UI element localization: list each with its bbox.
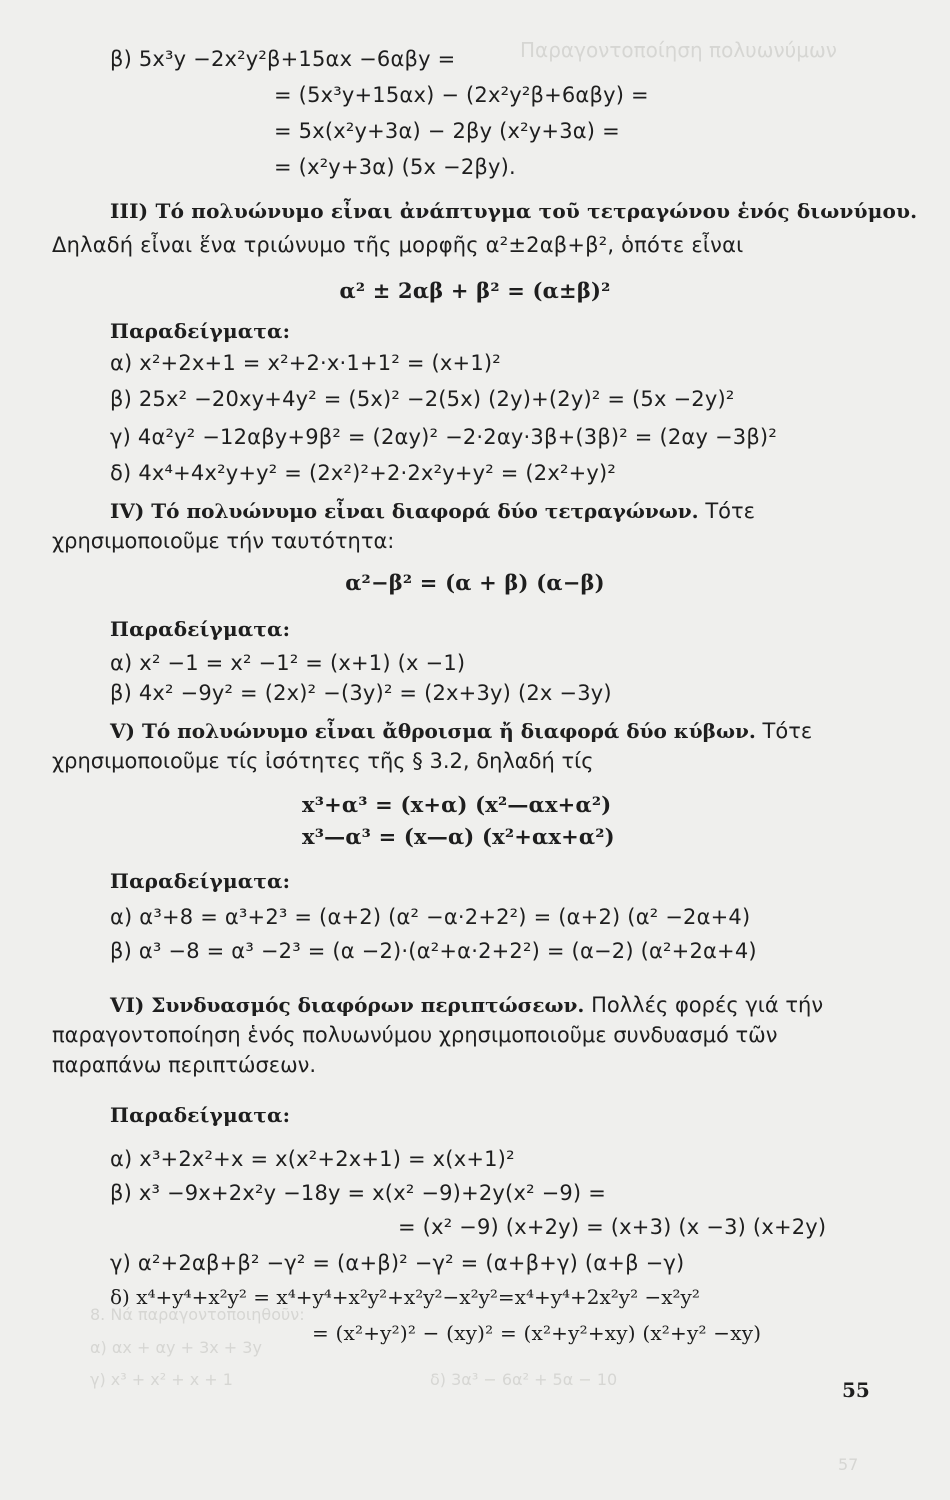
section-vi-paragraph [52, 990, 878, 1080]
page-number: 55 [842, 1378, 870, 1402]
bleed-through-item-a: α) αx + αy + 3x + 3y [90, 1338, 262, 1357]
section-heading-v: V) Τό πολυώνυμο εἶναι ἄθροισμα ἤ διαφορά δύο κύβων. [110, 719, 756, 743]
section-v-paragraph [52, 716, 878, 776]
example-line: α) α³+8 = α³+2³ = (α+2) (α² −α·2+2²) = (α+2) (α² −2α+4) [110, 905, 751, 929]
example-line: γ) 4α²y² −12αβy+9β² = (2αy)² −2·2αy·3β+(3β)² = (2αy −3β)² [110, 425, 777, 449]
section-iv-paragraph [52, 496, 878, 556]
section-heading-iv: IV) Τό πολυώνυμο εἶναι διαφορά δύο τετραγώνων. [110, 499, 699, 523]
equation-line: β) 5x³y −2x²y²β+15αx −6αβy = [110, 47, 456, 71]
bleed-through-exercise: 8. Νά παραγοντοποιηθοῦν: [90, 1305, 305, 1324]
section-text: Τότε χρησιμοποιοῦμε τήν ταυτότητα: [52, 499, 755, 553]
section-text: Πολλές φορές γιά τήν παραγοντοποίηση ἑνός πολυωνύμου χρησιμοποιοῦμε συνδυασμό τῶν παραπάνω περιπτώσεων. [52, 993, 824, 1077]
examples-label: Παραδείγματα: [110, 1103, 291, 1127]
section-heading-vi: VI) Συνδυασμός διαφόρων περιπτώσεων. [110, 993, 585, 1017]
example-line: β) x³ −9x+2x²y −18y = x(x² −9)+2y(x² −9) = [110, 1181, 606, 1205]
example-line: δ) 4x⁴+4x²y+y² = (2x²)²+2·2x²y+y² = (2x²+y)² [110, 461, 617, 485]
example-line: β) 25x² −20xy+4y² = (5x)² −2(5x) (2y)+(2y)² = (5x −2y)² [110, 387, 735, 411]
examples-label: Παραδείγματα: [110, 617, 291, 641]
example-line: β) 4x² −9y² = (2x)² −(3y)² = (2x+3y) (2x −3y) [110, 681, 612, 705]
identity-formula: x³+α³ = (x+α) (x²—αx+α²) [302, 792, 612, 817]
equation-line: = (x²y+3α) (5x −2βy). [274, 155, 516, 179]
bleed-through-item-d: δ) 3α³ − 6α² + 5α − 10 [430, 1370, 618, 1389]
identity-formula: x³—α³ = (x—α) (x²+αx+α²) [302, 824, 615, 849]
examples-label: Παραδείγματα: [110, 869, 291, 893]
bleed-through-item-c: γ) x³ + x² + x + 1 [90, 1370, 233, 1389]
identity-formula: α²−β² = (α + β) (α−β) [345, 570, 605, 595]
equation-line: = 5x(x²y+3α) − 2βy (x²y+3α) = [274, 119, 620, 143]
example-line: δ) x⁴+y⁴+x²y² = x⁴+y⁴+x²y²+x²y²−x²y²=x⁴+y⁴+2x²y² −x²y² [110, 1285, 700, 1309]
example-line: = (x²+y²)² − (xy)² = (x²+y²+xy) (x²+y² −xy) [312, 1321, 762, 1345]
example-line: α) x² −1 = x² −1² = (x+1) (x −1) [110, 651, 466, 675]
example-line: α) x²+2x+1 = x²+2·x·1+1² = (x+1)² [110, 351, 501, 375]
section-text: Δηλαδή εἶναι ἕνα τριώνυμο τῆς μορφῆς α²±2αβ+β², ὁπότε εἶναι [52, 233, 744, 257]
bleed-through-page-number: 57 [838, 1455, 859, 1474]
example-line: β) α³ −8 = α³ −2³ = (α −2)·(α²+α·2+2²) = (α−2) (α²+2α+4) [110, 939, 757, 963]
bleed-through-title: Παραγοντοποίηση πολυωνύμων [520, 38, 837, 62]
examples-label: Παραδείγματα: [110, 319, 291, 343]
section-heading-iii: III) Τό πολυώνυμο εἶναι ἀνάπτυγμα τοῦ τετραγώνου ἑνός διωνύμου. [110, 199, 918, 223]
example-line: = (x² −9) (x+2y) = (x+3) (x −3) (x+2y) [398, 1215, 827, 1239]
equation-line: = (5x³y+15αx) − (2x²y²β+6αβy) = [274, 83, 649, 107]
identity-formula: α² ± 2αβ + β² = (α±β)² [339, 278, 611, 303]
example-line: γ) α²+2αβ+β² −γ² = (α+β)² −γ² = (α+β+γ) (α+β −γ) [110, 1251, 685, 1275]
example-line: α) x³+2x²+x = x(x²+2x+1) = x(x+1)² [110, 1147, 515, 1171]
section-text: Τότε χρησιμοποιοῦμε τίς ἰσότητες τῆς § 3.2, δηλαδή τίς [52, 719, 813, 773]
